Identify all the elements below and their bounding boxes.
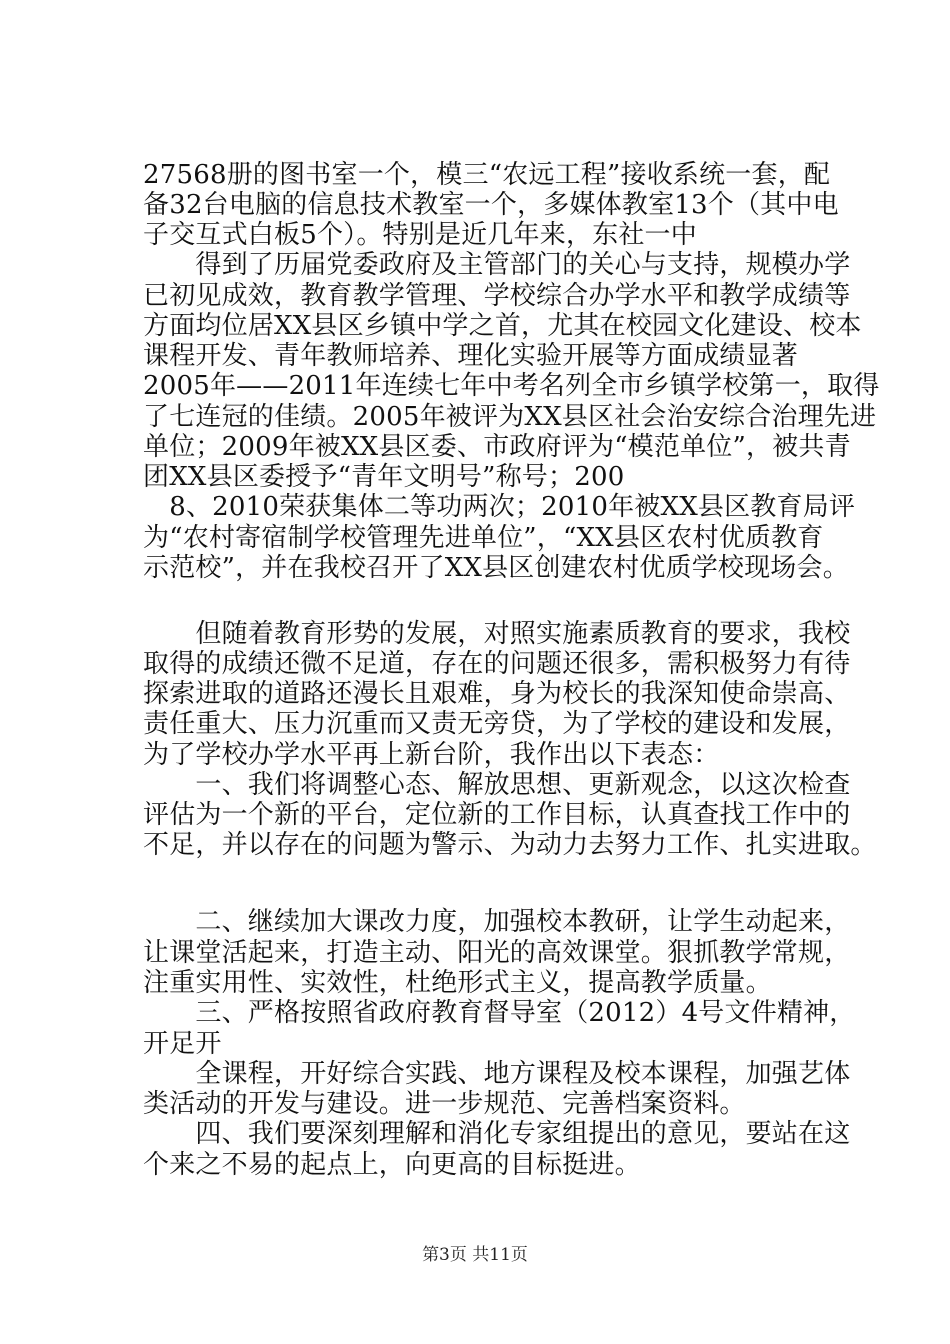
text-line: 了七连冠的佳绩。2005年被评为XX县区社会治安综合治理先进 [143,402,877,432]
page-number-footer: 第3页 共11页 [422,1245,528,1265]
text-line: 评估为一个新的平台，定位新的工作目标，认真查找工作中的 [143,800,851,830]
text-line: 2005年——2011年连续七年中考名列全市乡镇学校第一，取得 [143,371,880,401]
text-line: 二、继续加大课改力度，加强校本教研，让学生动起来， [143,907,851,937]
text-line: 得到了历届党委政府及主管部门的关心与支持，规模办学 [143,250,851,280]
text-line: 子交互式白板5个）。特别是近几年来，东社一中 [143,220,697,250]
text-line: 全课程，开好综合实践、地方课程及校本课程，加强艺体 [143,1059,851,1089]
text-line: 课程开发、青年教师培养、理化实验开展等方面成绩显著 [143,341,799,371]
text-line: 团XX县区委授予“青年文明号”称号；200 [143,462,625,492]
text-line: 类活动的开发与建设。进一步规范、完善档案资料。 [143,1089,746,1119]
text-line: 不足，并以存在的问题为警示、为动力去努力工作、扎实进取。 [143,830,877,860]
text-line: 为“农村寄宿制学校管理先进单位”，“XX县区农村优质教育 [143,523,824,553]
text-line: 三、严格按照省政府教育督导室（2012）4号文件精神， [143,998,856,1028]
text-line: 为了学校办学水平再上新台阶，我作出以下表态： [143,740,720,770]
text-line: 27568册的图书室一个，模三“农远工程”接收系统一套，配 [143,160,831,190]
text-line: 示范校”，并在我校召开了XX县区创建农村优质学校现场会。 [143,553,849,583]
text-line: 8、2010荣获集体二等功两次；2010年被XX县区教育局评 [143,492,856,522]
text-line: 注重实用性、实效性，杜绝形式主义，提高教学质量。 [143,968,772,998]
text-line: 一、我们将调整心态、解放思想、更新观念，以这次检查 [143,770,851,800]
text-line: 但随着教育形势的发展，对照实施素质教育的要求，我校 [143,619,851,649]
text-line: 方面均位居XX县区乡镇中学之首，尤其在校园文化建设、校本 [143,311,862,341]
text-line: 个来之不易的起点上，向更高的目标挺进。 [143,1150,641,1180]
text-line: 取得的成绩还微不足道，存在的问题还很多，需积极努力有待 [143,649,851,679]
text-line: 开足开 [143,1029,222,1059]
text-line: 备32台电脑的信息技术教室一个，多媒体教室13个（其中电 [143,190,839,220]
text-line: 四、我们要深刻理解和消化专家组提出的意见，要站在这 [143,1119,851,1149]
text-line: 让课堂活起来，打造主动、阳光的高效课堂。狠抓教学常规， [143,938,851,968]
text-line: 责任重大、压力沉重而又责无旁贷，为了学校的建设和发展， [143,709,851,739]
text-line: 已初见成效，教育教学管理、学校综合办学水平和教学成绩等 [143,281,851,311]
text-line: 单位；2009年被XX县区委、市政府评为“模范单位”，被共青 [143,432,851,462]
text-line: 探索进取的道路还漫长且艰难，身为校长的我深知使命崇高、 [143,679,851,709]
